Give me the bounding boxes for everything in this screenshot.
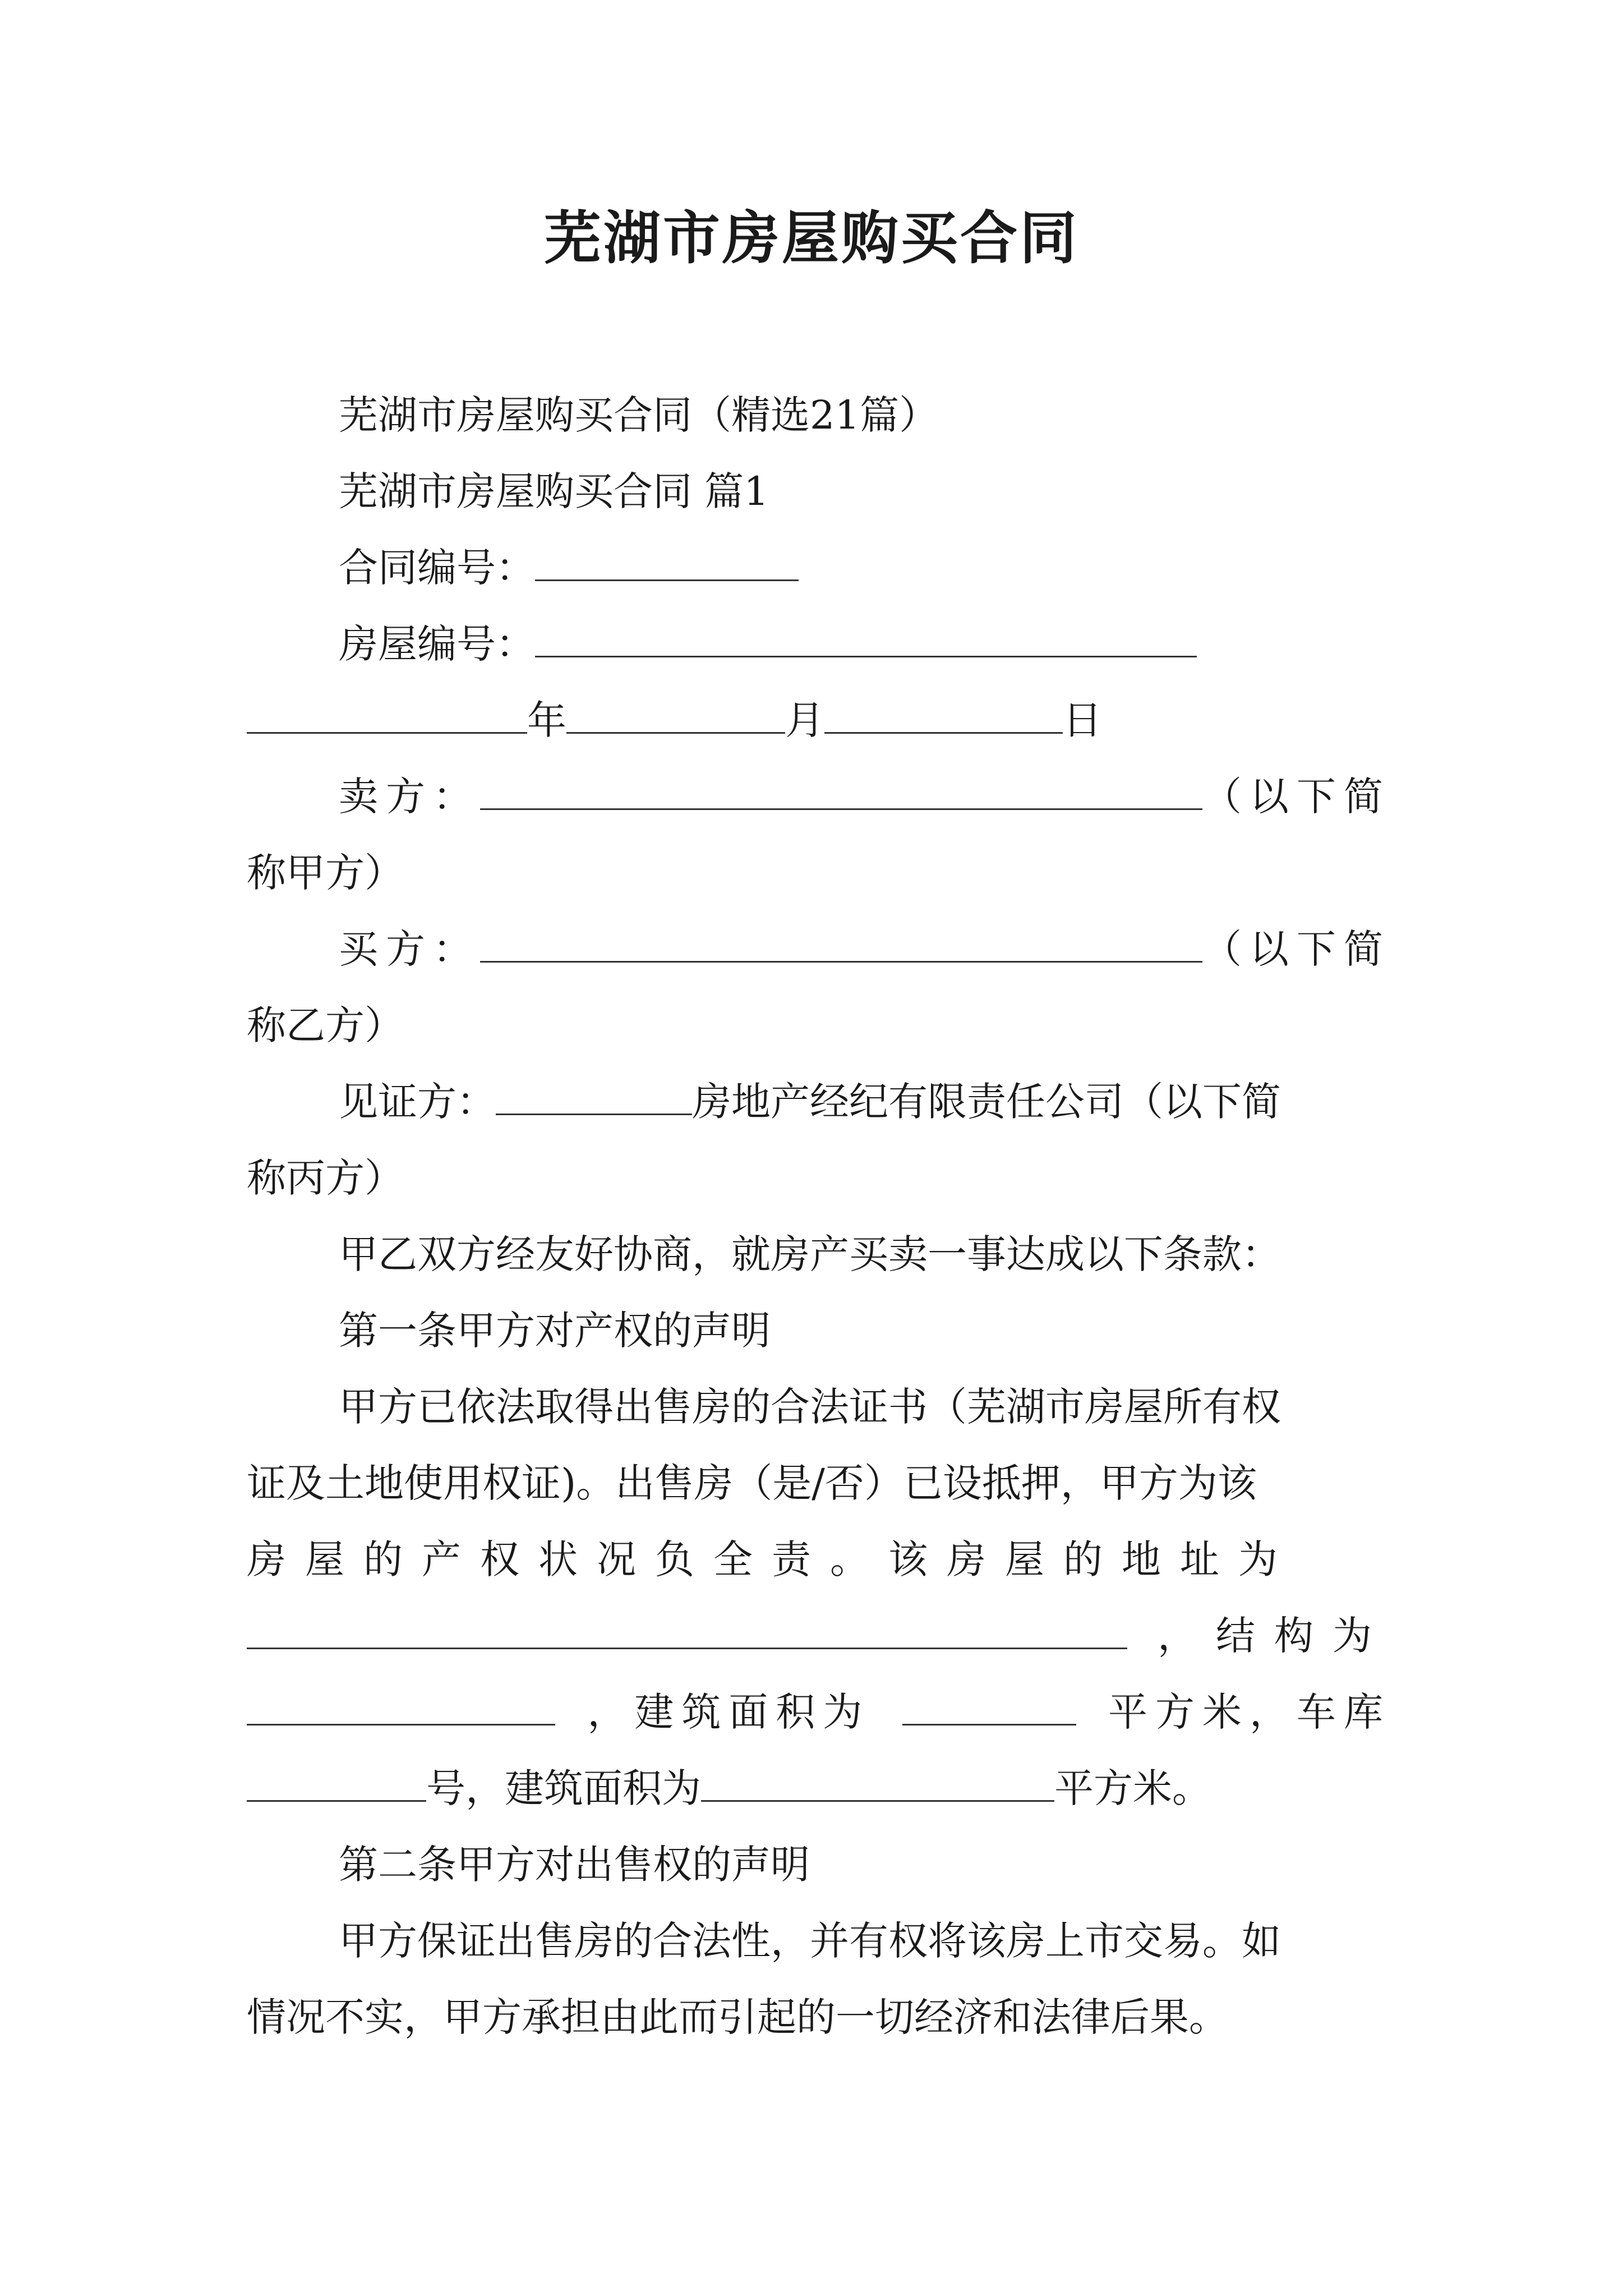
buyer-line: [247, 911, 1391, 987]
house-no-line: [247, 606, 1391, 682]
article1-title-line: [247, 1292, 1391, 1369]
year-blank[interactable]: [247, 696, 527, 734]
article2-title-line: [247, 1826, 1391, 1903]
witness-cont: 称丙方）: [247, 1155, 404, 1201]
article1-line4: [247, 1598, 1391, 1674]
article1-text-6b: 平方米。: [1054, 1765, 1211, 1811]
day-blank[interactable]: [824, 696, 1063, 734]
article2-line2: [247, 1979, 1391, 2055]
document-title: 芜湖市房屋购买合同: [544, 205, 1079, 272]
seller-blank[interactable]: [480, 772, 1202, 810]
buyer-label: 买方：: [339, 926, 480, 972]
subtitle: 芜湖市房屋购买合同（精选21篇）: [339, 392, 939, 438]
article1-text-2: 证及土地使用权证)。出售房（是/否）已设抵押，甲方为该: [247, 1460, 1257, 1506]
witness-line: [247, 1064, 1391, 1140]
subtitle-line: [247, 377, 1391, 453]
intro-text: 甲乙双方经友好协商，就房产买卖一事达成以下条款：: [339, 1231, 1281, 1277]
seller-suffix: （以下简: [1202, 774, 1391, 820]
article1-line3: [247, 1521, 1391, 1598]
article2-text-2: 情况不实，甲方承担由此而引起的一切经济和法律后果。: [247, 1994, 1228, 2040]
buyer-blank[interactable]: [480, 925, 1202, 963]
article2-title: 第二条甲方对出售权的声明: [339, 1842, 810, 1888]
address-blank[interactable]: [247, 1612, 1127, 1649]
article2-text-1: 甲方保证出售房的合法性，并有权将该房上市交易。如: [339, 1918, 1281, 1964]
witness-label: 见证方：: [339, 1079, 496, 1125]
article1-text-3: 房屋的产权状况负全责。该房屋的地址为: [247, 1536, 1297, 1582]
seller-line: [247, 758, 1391, 835]
year-label: 年: [527, 697, 566, 743]
buyer-cont: 称乙方）: [247, 1002, 404, 1048]
buyer-cont-line: [247, 987, 1391, 1064]
section-heading: 芜湖市房屋购买合同 篇1: [339, 468, 769, 514]
house-no-blank[interactable]: [535, 620, 1197, 657]
contract-no-blank[interactable]: [535, 544, 799, 581]
month-label: 月: [785, 697, 824, 743]
witness-suffix: 房地产经纪有限责任公司（以下简: [692, 1079, 1281, 1125]
contract-no-line: [247, 530, 1391, 606]
witness-blank[interactable]: [496, 1078, 692, 1115]
day-label: 日: [1063, 697, 1102, 743]
article2-line1: [247, 1903, 1391, 1979]
article1-title: 第一条甲方对产权的声明: [339, 1308, 771, 1354]
article1-text-6a: 号，建筑面积为: [426, 1765, 701, 1811]
month-blank[interactable]: [566, 696, 785, 734]
article1-line2: [247, 1445, 1391, 1521]
garage-area-blank[interactable]: [701, 1764, 1054, 1802]
article1-line6: [247, 1750, 1391, 1826]
date-line: [247, 682, 1391, 758]
article1-line5: [247, 1674, 1391, 1750]
witness-cont-line: [247, 1140, 1391, 1216]
article1-text-4: ，结构为: [1158, 1613, 1391, 1659]
buyer-suffix: （以下简: [1202, 926, 1391, 972]
article1-line1: [247, 1369, 1391, 1445]
house-no-label: 房屋编号：: [339, 621, 535, 667]
area-blank[interactable]: [902, 1688, 1076, 1726]
article1-text-1: 甲方已依法取得出售房的合法证书（芜湖市房屋所有权: [339, 1384, 1281, 1430]
structure-blank[interactable]: [247, 1688, 555, 1726]
section-heading-line: [247, 453, 1391, 530]
seller-cont-line: [247, 835, 1391, 911]
contract-no-label: 合同编号：: [339, 545, 535, 591]
article1-text-5a: ，建筑面积为: [587, 1689, 870, 1735]
intro-line: [247, 1216, 1391, 1292]
article1-text-5b: 平方米，车库: [1108, 1689, 1391, 1735]
seller-label: 卖方：: [339, 774, 480, 820]
garage-no-blank[interactable]: [247, 1764, 426, 1802]
seller-cont: 称甲方）: [247, 850, 404, 896]
